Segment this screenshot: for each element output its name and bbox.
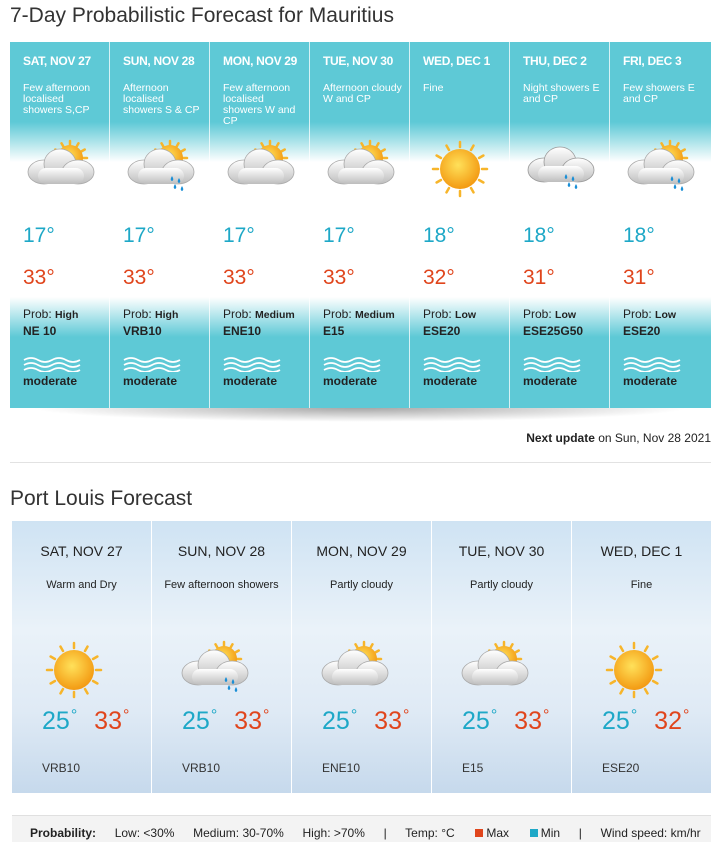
sea-wave-icon	[523, 356, 583, 372]
day-date: WED, DEC 1	[423, 54, 491, 68]
legend-medium: Medium: 30-70%	[193, 826, 284, 840]
legend-min: Min	[540, 826, 561, 840]
max-color-swatch	[475, 829, 483, 837]
sea-wave-icon	[623, 356, 683, 372]
sea-state: moderate	[523, 374, 578, 388]
forecast-day-column	[10, 42, 110, 408]
temperature-range	[182, 707, 269, 736]
min-temperature: 18°	[623, 224, 655, 247]
panel-shadow	[30, 408, 690, 422]
min-temperature: 17°	[223, 224, 255, 247]
sea-state: moderate	[323, 374, 378, 388]
section-divider	[10, 462, 711, 463]
next-update-note	[526, 431, 711, 445]
day-date: MON, NOV 29	[316, 543, 407, 559]
day-description: Fine	[423, 82, 444, 94]
next-update-date: on Sun, Nov 28 2021	[598, 431, 711, 445]
wind-value: NE 10	[23, 324, 57, 338]
min-temperature: 25°	[602, 707, 638, 735]
legend-wind-unit: km/hr	[670, 826, 701, 840]
probability	[623, 307, 676, 321]
probability-value: Low	[655, 309, 677, 321]
day-date: SAT, NOV 27	[23, 54, 91, 68]
day-date: THU, DEC 2	[523, 54, 587, 68]
next-update-label: Next update	[526, 431, 595, 445]
forecast-day-column	[110, 42, 210, 408]
cloud-sun-rain-icon	[620, 138, 700, 200]
cloud-sun-icon	[454, 639, 534, 699]
day-date: SAT, NOV 27	[40, 543, 123, 559]
day-date: TUE, NOV 30	[323, 54, 394, 68]
max-temperature: 31°	[623, 266, 655, 289]
cloud-sun-icon	[314, 639, 394, 699]
sea-state: moderate	[123, 374, 178, 388]
legend-high: High: >70%	[302, 826, 365, 840]
wind-value: VRB10	[123, 324, 162, 338]
forecast-day-column	[510, 42, 610, 408]
legend-probability-label: Probability:	[30, 826, 97, 840]
min-temperature: 25°	[322, 707, 358, 735]
probability-label: Prob:	[123, 307, 152, 321]
port-louis-forecast-panel	[12, 521, 711, 793]
min-temperature: 17°	[123, 224, 155, 247]
min-temperature: 25°	[462, 707, 498, 735]
day-description: Few afternoon localised showers S,CP	[23, 82, 91, 116]
legend-divider: |	[383, 826, 387, 840]
sea-state: moderate	[223, 374, 278, 388]
max-temperature: 33°	[374, 707, 410, 735]
sea-state: moderate	[623, 374, 678, 388]
wind-value: E15	[462, 761, 484, 775]
day-description: Fine	[630, 579, 653, 591]
forecast-day-column	[210, 42, 310, 408]
probability-label: Prob:	[223, 307, 252, 321]
wind-value: ENE10	[322, 761, 361, 775]
wind-value: E15	[323, 324, 345, 338]
temperature-range	[42, 707, 129, 736]
cloud-rain-icon	[520, 138, 600, 200]
probability-value: Low	[455, 309, 477, 321]
probability-label: Prob:	[23, 307, 52, 321]
day-date: SUN, NOV 28	[177, 543, 266, 559]
city-forecast-title: Port Louis Forecast	[10, 487, 193, 510]
legend-wind-label: Wind speed:	[600, 826, 668, 840]
wind-value: ESE20	[623, 324, 661, 338]
max-temperature: 33°	[94, 707, 130, 735]
max-temperature: 33°	[323, 266, 355, 289]
min-temperature: 25°	[42, 707, 78, 735]
temperature-range	[462, 707, 549, 736]
day-description: Few afternoon localised showers W and CP	[223, 82, 296, 127]
sea-wave-icon	[423, 356, 483, 372]
max-temperature: 32°	[654, 707, 690, 735]
city-day-column	[292, 521, 432, 793]
min-temperature: 17°	[323, 224, 355, 247]
wind-value: ENE10	[223, 324, 262, 338]
probability-value: Low	[555, 309, 577, 321]
min-color-swatch	[530, 829, 538, 837]
max-temperature: 32°	[423, 266, 455, 289]
forecast-day-column	[610, 42, 711, 408]
cloud-sun-icon	[220, 138, 300, 200]
legend-temp-unit: °C	[441, 826, 455, 840]
day-date: MON, NOV 29	[223, 54, 298, 68]
page-title: 7-Day Probabilistic Forecast for Mauritius	[10, 4, 394, 27]
day-description: Partly cloudy	[470, 579, 533, 591]
wind-value: VRB10	[42, 761, 81, 775]
sun-icon	[34, 639, 114, 699]
probability-value: High	[155, 309, 179, 321]
wind-value: VRB10	[182, 761, 221, 775]
wind-value: ESE20	[423, 324, 461, 338]
day-date: TUE, NOV 30	[458, 543, 545, 559]
min-temperature: 18°	[523, 224, 555, 247]
max-temperature: 33°	[23, 266, 55, 289]
legend-bar	[12, 815, 711, 842]
day-description: Warm and Dry	[46, 579, 117, 591]
min-temperature: 17°	[23, 224, 55, 247]
city-day-column	[152, 521, 292, 793]
max-temperature: 33°	[234, 707, 270, 735]
max-temperature: 33°	[223, 266, 255, 289]
wind-value: ESE25G50	[523, 324, 584, 338]
max-temperature: 31°	[523, 266, 555, 289]
sea-wave-icon	[123, 356, 183, 372]
probability	[123, 307, 178, 321]
city-day-column	[572, 521, 711, 793]
probability-label: Prob:	[623, 307, 652, 321]
sea-wave-icon	[23, 356, 83, 372]
probability-value: Medium	[355, 309, 395, 321]
sea-state: moderate	[23, 374, 78, 388]
probability-value: Medium	[255, 309, 295, 321]
probability-label: Prob:	[523, 307, 552, 321]
sea-state: moderate	[423, 374, 478, 388]
max-temperature: 33°	[123, 266, 155, 289]
forecast-day-column	[310, 42, 410, 408]
city-day-column	[12, 521, 152, 793]
legend-max: Max	[486, 826, 510, 840]
sea-wave-icon	[223, 356, 283, 372]
probability-value: High	[55, 309, 79, 321]
legend-divider: |	[578, 826, 582, 840]
cloud-sun-icon	[320, 138, 400, 200]
temperature-range	[322, 707, 409, 736]
probability	[223, 307, 295, 321]
cloud-sun-icon	[20, 138, 100, 200]
seven-day-forecast-panel	[10, 42, 711, 408]
day-description: Afternoon localised showers S & CP	[123, 82, 200, 116]
probability	[23, 307, 78, 321]
min-temperature: 25°	[182, 707, 218, 735]
forecast-day-column	[410, 42, 510, 408]
wind-value: ESE20	[602, 761, 640, 775]
day-description: Few afternoon showers	[164, 579, 279, 591]
day-description: Afternoon cloudy W and CP	[323, 82, 402, 105]
sun-icon	[594, 639, 674, 699]
sun-icon	[420, 138, 500, 200]
probability-label: Prob:	[423, 307, 452, 321]
max-temperature: 33°	[514, 707, 550, 735]
legend-low: Low: <30%	[114, 826, 175, 840]
legend-temp-label: Temp:	[405, 826, 438, 840]
day-description: Night showers E and CP	[523, 82, 600, 105]
sea-wave-icon	[323, 356, 383, 372]
day-description: Few showers E and CP	[623, 82, 695, 105]
probability	[323, 307, 395, 321]
temperature-range	[602, 707, 689, 736]
day-date: SUN, NOV 28	[123, 54, 195, 68]
day-date: FRI, DEC 3	[623, 54, 682, 68]
cloud-sun-rain-icon	[120, 138, 200, 200]
probability	[523, 307, 576, 321]
cloud-sun-rain-icon	[174, 639, 254, 699]
day-description: Partly cloudy	[330, 579, 393, 591]
day-date: WED, DEC 1	[600, 543, 683, 559]
probability	[423, 307, 476, 321]
probability-label: Prob:	[323, 307, 352, 321]
city-day-column	[432, 521, 572, 793]
min-temperature: 18°	[423, 224, 455, 247]
